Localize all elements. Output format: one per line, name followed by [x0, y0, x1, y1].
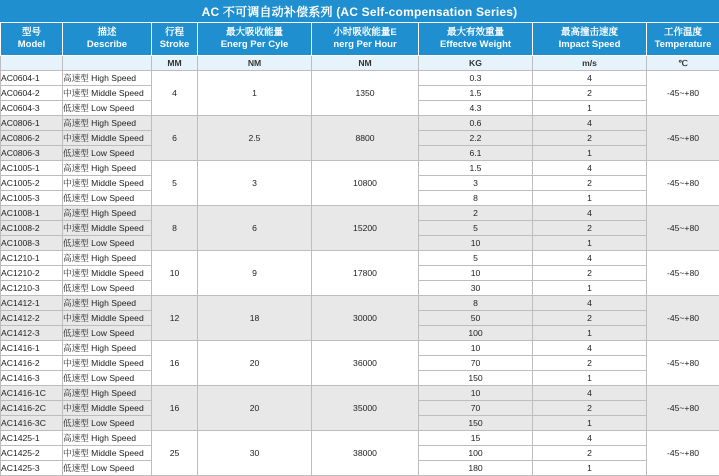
energy-cycle-cell: 2.5	[198, 116, 312, 161]
describe-cell: 高速型 High Speed	[63, 206, 152, 221]
describe-cell: 低速型 Low Speed	[63, 416, 152, 431]
model-cell: AC1412-2	[1, 311, 63, 326]
weight-cell: 6.1	[419, 146, 533, 161]
header-speed: 最高撞击速度 Impact Speed	[533, 23, 647, 56]
stroke-cell: 4	[152, 71, 198, 116]
temperature-cell: -45~+80	[647, 116, 719, 161]
weight-cell: 10	[419, 341, 533, 356]
model-cell: AC1416-2C	[1, 401, 63, 416]
spec-table	[0, 22, 719, 476]
table-row	[1, 71, 719, 86]
energy-cycle-cell: 20	[198, 386, 312, 431]
describe-cell: 中速型 Middle Speed	[63, 446, 152, 461]
temperature-cell: -45~+80	[647, 251, 719, 296]
header-model: 型号 Model	[1, 23, 63, 56]
units-row	[1, 56, 719, 71]
energy-hour-cell: 17800	[312, 251, 419, 296]
speed-cell: 4	[533, 296, 647, 311]
speed-cell: 2	[533, 401, 647, 416]
describe-cell: 低速型 Low Speed	[63, 371, 152, 386]
stroke-cell: 6	[152, 116, 198, 161]
model-cell: AC1008-2	[1, 221, 63, 236]
describe-cell: 高速型 High Speed	[63, 386, 152, 401]
weight-cell: 3	[419, 176, 533, 191]
weight-cell: 10	[419, 236, 533, 251]
spec-table-body	[1, 71, 719, 476]
model-cell: AC1008-3	[1, 236, 63, 251]
temperature-cell: -45~+80	[647, 386, 719, 431]
header-energy-hour: 小时吸收能量E nerg Per Hour	[312, 23, 419, 56]
speed-cell: 4	[533, 341, 647, 356]
model-cell: AC1425-1	[1, 431, 63, 446]
speed-cell: 2	[533, 356, 647, 371]
header-weight: 最大有效重量 Effectve Weight	[419, 23, 533, 56]
describe-cell: 低速型 Low Speed	[63, 281, 152, 296]
weight-cell: 70	[419, 356, 533, 371]
stroke-cell: 16	[152, 341, 198, 386]
model-cell: AC1416-1C	[1, 386, 63, 401]
weight-cell: 15	[419, 431, 533, 446]
stroke-cell: 12	[152, 296, 198, 341]
model-cell: AC0806-3	[1, 146, 63, 161]
describe-cell: 中速型 Middle Speed	[63, 131, 152, 146]
describe-cell: 低速型 Low Speed	[63, 191, 152, 206]
temperature-cell: -45~+80	[647, 296, 719, 341]
header-temperature: 工作温度 Temperature	[647, 23, 719, 56]
table-row	[1, 431, 719, 446]
model-cell: AC0604-1	[1, 71, 63, 86]
speed-cell: 1	[533, 236, 647, 251]
energy-cycle-cell: 3	[198, 161, 312, 206]
model-cell: AC1412-3	[1, 326, 63, 341]
stroke-cell: 10	[152, 251, 198, 296]
speed-cell: 1	[533, 146, 647, 161]
describe-cell: 高速型 High Speed	[63, 296, 152, 311]
describe-cell: 低速型 Low Speed	[63, 101, 152, 116]
speed-cell: 1	[533, 461, 647, 476]
model-cell: AC1416-2	[1, 356, 63, 371]
energy-cycle-cell: 6	[198, 206, 312, 251]
weight-cell: 5	[419, 251, 533, 266]
model-cell: AC1416-1	[1, 341, 63, 356]
energy-hour-cell: 8800	[312, 116, 419, 161]
temperature-cell: -45~+80	[647, 341, 719, 386]
unit-energy-cycle: NM	[198, 56, 312, 71]
table-row	[1, 296, 719, 311]
describe-cell: 中速型 Middle Speed	[63, 86, 152, 101]
model-cell: AC1412-1	[1, 296, 63, 311]
describe-cell: 中速型 Middle Speed	[63, 311, 152, 326]
weight-cell: 8	[419, 296, 533, 311]
weight-cell: 0.6	[419, 116, 533, 131]
model-cell: AC1425-3	[1, 461, 63, 476]
header-stroke: 行程 Stroke	[152, 23, 198, 56]
speed-cell: 1	[533, 371, 647, 386]
temperature-cell: -45~+80	[647, 71, 719, 116]
table-row	[1, 251, 719, 266]
weight-cell: 4.3	[419, 101, 533, 116]
describe-cell: 高速型 High Speed	[63, 161, 152, 176]
stroke-cell: 16	[152, 386, 198, 431]
speed-cell: 4	[533, 71, 647, 86]
weight-cell: 1.5	[419, 86, 533, 101]
describe-cell: 高速型 High Speed	[63, 341, 152, 356]
stroke-cell: 25	[152, 431, 198, 476]
model-cell: AC1008-1	[1, 206, 63, 221]
describe-cell: 中速型 Middle Speed	[63, 401, 152, 416]
speed-cell: 2	[533, 266, 647, 281]
energy-hour-cell: 15200	[312, 206, 419, 251]
weight-cell: 2	[419, 206, 533, 221]
energy-hour-cell: 30000	[312, 296, 419, 341]
table-row	[1, 206, 719, 221]
speed-cell: 1	[533, 281, 647, 296]
weight-cell: 150	[419, 371, 533, 386]
weight-cell: 50	[419, 311, 533, 326]
describe-cell: 高速型 High Speed	[63, 251, 152, 266]
header-describe: 描述 Describe	[63, 23, 152, 56]
model-cell: AC0604-2	[1, 86, 63, 101]
speed-cell: 4	[533, 161, 647, 176]
describe-cell: 低速型 Low Speed	[63, 461, 152, 476]
model-cell: AC1005-1	[1, 161, 63, 176]
unit-model	[1, 56, 63, 71]
speed-cell: 4	[533, 206, 647, 221]
table-row	[1, 116, 719, 131]
weight-cell: 0.3	[419, 71, 533, 86]
weight-cell: 1.5	[419, 161, 533, 176]
weight-cell: 2.2	[419, 131, 533, 146]
stroke-cell: 8	[152, 206, 198, 251]
table-row	[1, 161, 719, 176]
weight-cell: 100	[419, 326, 533, 341]
unit-describe	[63, 56, 152, 71]
model-cell: AC1210-1	[1, 251, 63, 266]
weight-cell: 10	[419, 266, 533, 281]
energy-hour-cell: 38000	[312, 431, 419, 476]
model-cell: AC1005-3	[1, 191, 63, 206]
speed-cell: 1	[533, 326, 647, 341]
describe-cell: 中速型 Middle Speed	[63, 266, 152, 281]
speed-cell: 4	[533, 116, 647, 131]
table-row	[1, 386, 719, 401]
unit-temperature: ℃	[647, 56, 719, 71]
table-row	[1, 341, 719, 356]
model-cell: AC1416-3C	[1, 416, 63, 431]
energy-cycle-cell: 30	[198, 431, 312, 476]
temperature-cell: -45~+80	[647, 206, 719, 251]
table-title: AC 不可调自动补偿系列 (AC Self-compensation Series)	[0, 0, 719, 22]
energy-hour-cell: 35000	[312, 386, 419, 431]
speed-cell: 2	[533, 131, 647, 146]
model-cell: AC0604-3	[1, 101, 63, 116]
describe-cell: 高速型 High Speed	[63, 116, 152, 131]
speed-cell: 1	[533, 101, 647, 116]
weight-cell: 5	[419, 221, 533, 236]
energy-cycle-cell: 1	[198, 71, 312, 116]
temperature-cell: -45~+80	[647, 431, 719, 476]
speed-cell: 2	[533, 176, 647, 191]
temperature-cell: -45~+80	[647, 161, 719, 206]
energy-cycle-cell: 20	[198, 341, 312, 386]
describe-cell: 低速型 Low Speed	[63, 236, 152, 251]
speed-cell: 2	[533, 446, 647, 461]
model-cell: AC1210-3	[1, 281, 63, 296]
weight-cell: 180	[419, 461, 533, 476]
energy-cycle-cell: 18	[198, 296, 312, 341]
model-cell: AC0806-2	[1, 131, 63, 146]
speed-cell: 2	[533, 221, 647, 236]
describe-cell: 高速型 High Speed	[63, 431, 152, 446]
energy-hour-cell: 10800	[312, 161, 419, 206]
model-cell: AC1425-2	[1, 446, 63, 461]
describe-cell: 中速型 Middle Speed	[63, 176, 152, 191]
speed-cell: 1	[533, 416, 647, 431]
unit-speed: m/s	[533, 56, 647, 71]
model-cell: AC1005-2	[1, 176, 63, 191]
header-energy-cycle: 最大吸收能量 Energ Per Cyle	[198, 23, 312, 56]
weight-cell: 10	[419, 386, 533, 401]
weight-cell: 8	[419, 191, 533, 206]
energy-hour-cell: 1350	[312, 71, 419, 116]
model-cell: AC1416-3	[1, 371, 63, 386]
speed-cell: 2	[533, 311, 647, 326]
describe-cell: 高速型 High Speed	[63, 71, 152, 86]
stroke-cell: 5	[152, 161, 198, 206]
describe-cell: 低速型 Low Speed	[63, 326, 152, 341]
describe-cell: 低速型 Low Speed	[63, 146, 152, 161]
weight-cell: 70	[419, 401, 533, 416]
describe-cell: 中速型 Middle Speed	[63, 356, 152, 371]
unit-stroke: MM	[152, 56, 198, 71]
describe-cell: 中速型 Middle Speed	[63, 221, 152, 236]
header-row	[1, 23, 719, 56]
weight-cell: 30	[419, 281, 533, 296]
weight-cell: 100	[419, 446, 533, 461]
unit-weight: KG	[419, 56, 533, 71]
speed-cell: 4	[533, 386, 647, 401]
weight-cell: 150	[419, 416, 533, 431]
model-cell: AC1210-2	[1, 266, 63, 281]
speed-cell: 4	[533, 251, 647, 266]
unit-energy-hour: NM	[312, 56, 419, 71]
energy-hour-cell: 36000	[312, 341, 419, 386]
speed-cell: 2	[533, 86, 647, 101]
speed-cell: 4	[533, 431, 647, 446]
energy-cycle-cell: 9	[198, 251, 312, 296]
model-cell: AC0806-1	[1, 116, 63, 131]
speed-cell: 1	[533, 191, 647, 206]
